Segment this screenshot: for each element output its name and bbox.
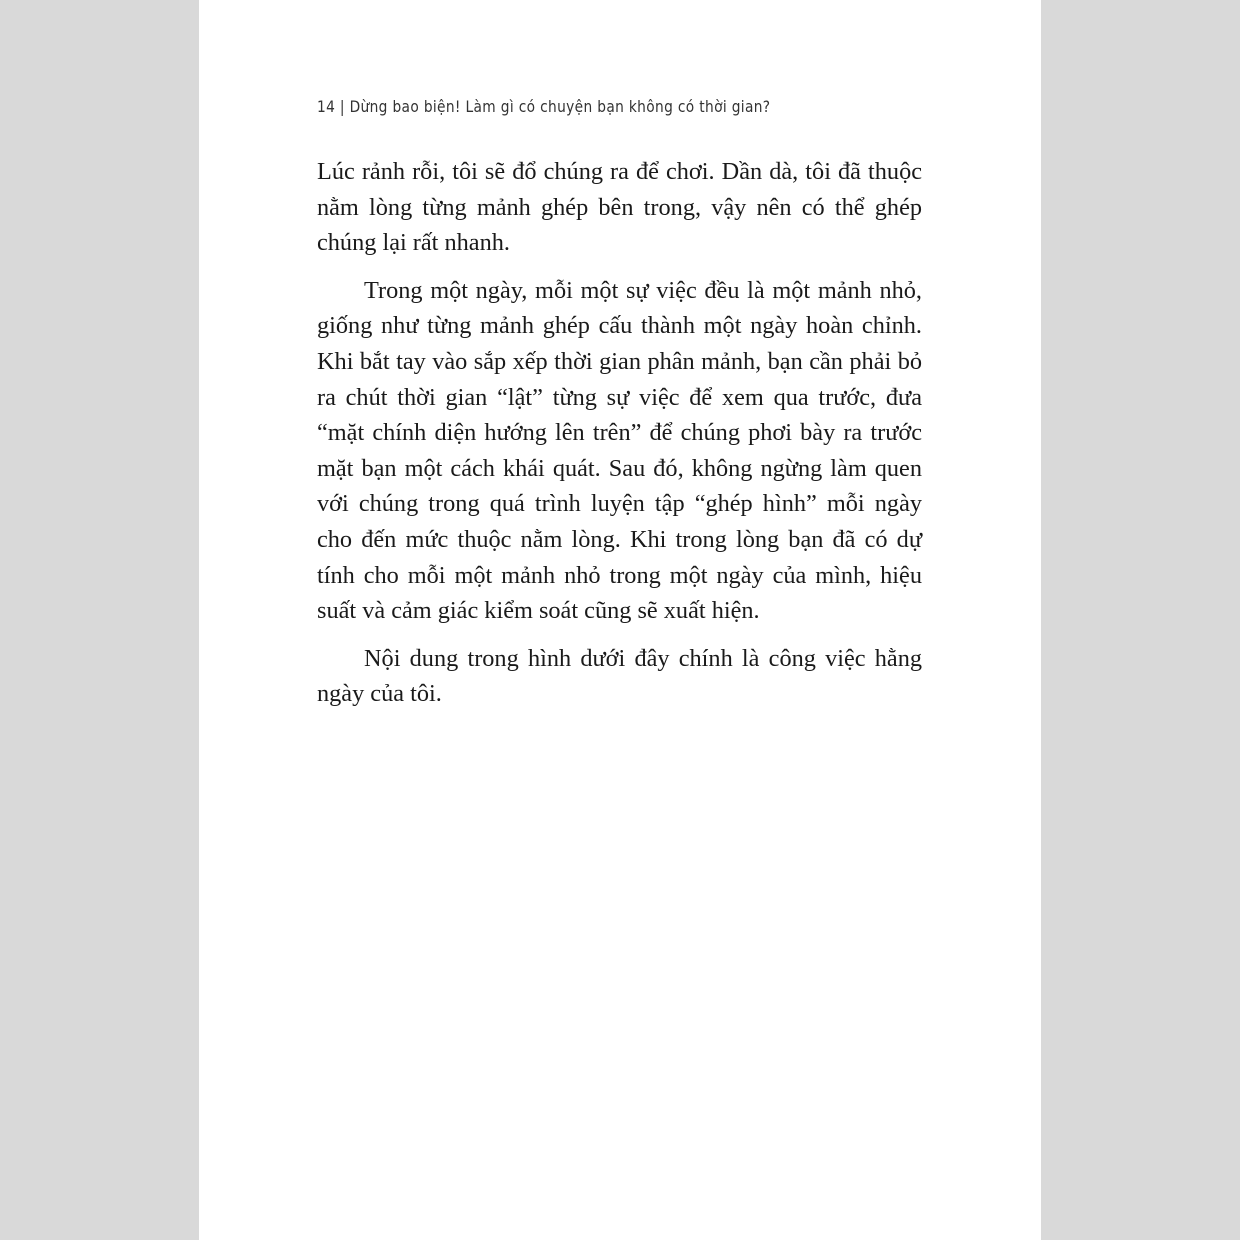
- paragraph: Trong một ngày, mỗi một sự việc đều là một mảnh nhỏ, giống như từng mảnh ghép cấu thành một ngày hoàn chỉnh. Khi bắt tay vào sắp xếp thời gian phân mảnh, bạn cần phải bỏ ra chút thời gian “lật” từng sự việc để xem qua trước, đưa “mặt chính diện hướng lên trên” để chúng phơi bày ra trước mặt bạn một cách khái quát. Sau đó, không ngừng làm quen với chúng trong quá trình luyện tập “ghép hình” mỗi ngày cho đến mức thuộc nằm lòng. Khi trong lòng bạn đã có dự tính cho mỗi một mảnh nhỏ trong một ngày của mình, hiệu suất và cảm giác kiểm soát cũng sẽ xuất hiện.: [317, 276, 922, 625]
- book-page: [199, 0, 1041, 1240]
- paragraph: Lúc rảnh rỗi, tôi sẽ đổ chúng ra để chơi. Dần dà, tôi đã thuộc nằm lòng từng mảnh ghép bên trong, vậy nên có thể ghép chúng lại rất nhanh.: [317, 158, 922, 257]
- paragraph: Nội dung trong hình dưới đây chính là công việc hằng ngày của tôi.: [317, 644, 922, 708]
- body-text: [317, 154, 922, 724]
- running-header: 14 | Dừng bao biện! Làm gì có chuyện bạn không có thời gian?: [317, 97, 771, 116]
